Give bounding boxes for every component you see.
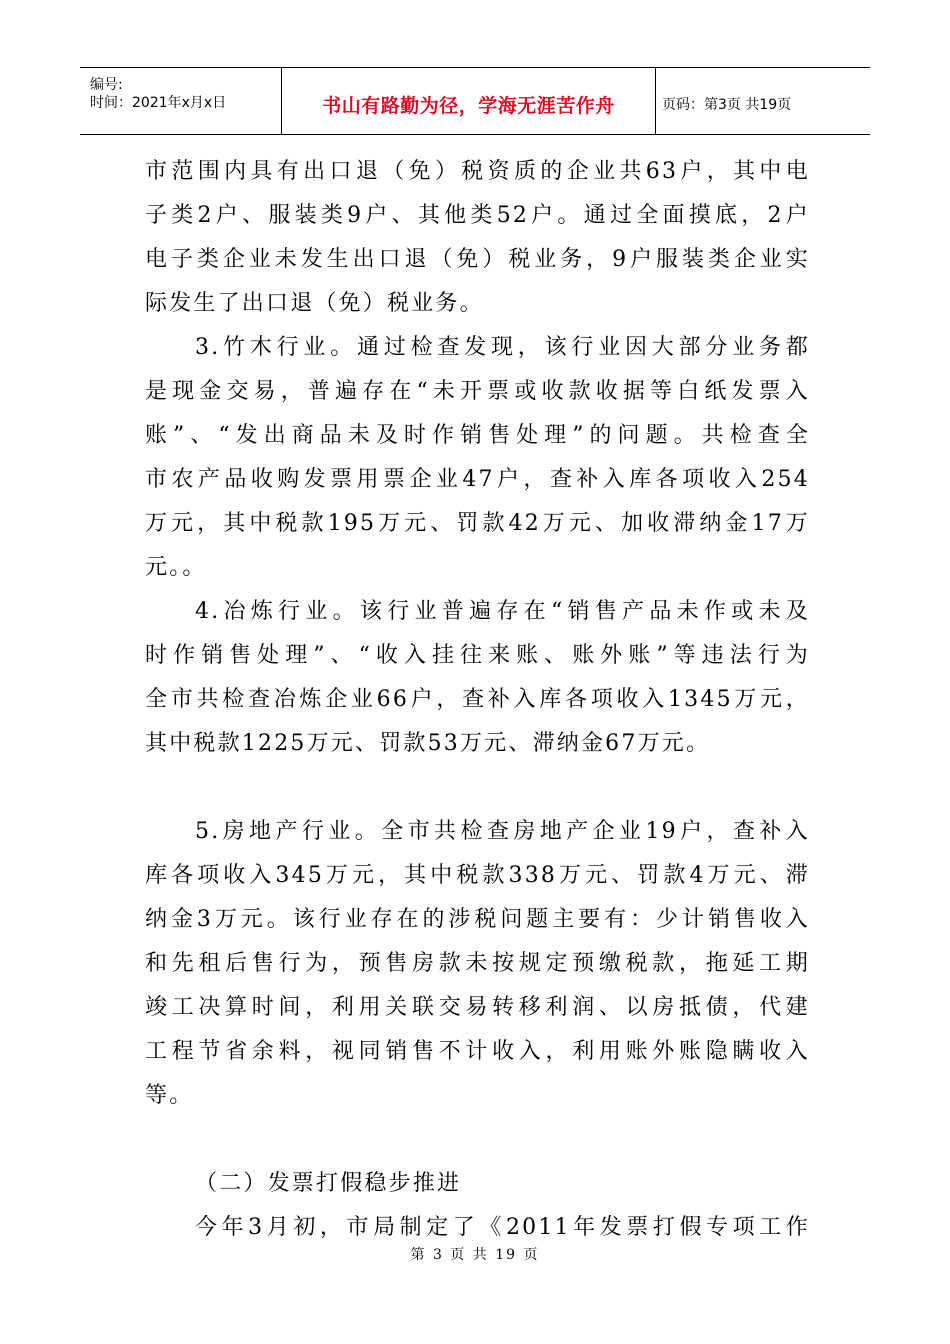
body-line: 市农产品收购发票用票企业47户，查补入库各项收入254 [145, 467, 810, 492]
body-line: 全市共检查冶炼企业66户，查补入库各项收入1345万元， [145, 687, 810, 712]
header-motto-cell [282, 68, 656, 134]
body-line: 3.竹木行业。通过检查发现，该行业因大部分业务都 [195, 335, 810, 360]
body-line: 元。。 [145, 555, 207, 580]
body-line: 4.冶炼行业。该行业普遍存在“销售产品未作或未及 [195, 599, 810, 624]
body-line: 等。 [145, 1083, 194, 1108]
header-motto: 书山有路勤为径，学海无涯苦作舟 [322, 94, 615, 117]
body-line: 时作销售处理”、“收入挂往来账、账外账”等违法行为 [145, 643, 810, 668]
header-page-cell [656, 68, 870, 134]
document-number-label: 编号: [90, 77, 123, 93]
header-meta-cell [80, 68, 282, 134]
body-line: 市范围内具有出口退（免）税资质的企业共63户，其中电 [145, 159, 810, 184]
body-line: 5.房地产行业。全市共检查房地产企业19户，查补入 [195, 819, 810, 844]
body-line: 际发生了出口退（免）税业务。 [145, 291, 484, 316]
body-line: 今年3月初，市局制定了《2011年发票打假专项工作 [195, 1215, 810, 1240]
body-line: 子类2户、服装类9户、其他类52户。通过全面摸底，2户 [145, 203, 810, 228]
body-line: 和先租后售行为，预售房款未按规定预缴税款，拖延工期 [145, 951, 810, 976]
document-time-label: 时间：2021年x月x日 [90, 95, 227, 111]
page-footer: 第 3 页 共 19 页 [410, 1247, 540, 1263]
body-line: 是现金交易，普遍存在“未开票或收款收据等白纸发票入 [145, 379, 810, 404]
body-line: 其中税款1225万元、罚款53万元、滞纳金67万元。 [145, 731, 711, 756]
body-line: 竣工决算时间，利用关联交易转移利润、以房抵债，代建 [145, 995, 810, 1020]
body-line: 纳金3万元。该行业存在的涉税问题主要有：少计销售收入 [145, 907, 810, 932]
body-line: 电子类企业未发生出口退（免）税业务，9户服装类企业实 [145, 247, 810, 272]
body-line: 账”、“发出商品未及时作销售处理”的问题。共检查全 [145, 423, 810, 448]
body-line: 工程节省余料，视同销售不计收入，利用账外账隐瞒收入 [145, 1039, 810, 1064]
body-line: 库各项收入345万元，其中税款338万元、罚款4万元、滞 [145, 863, 810, 888]
section-heading: （二）发票打假稳步推进 [195, 1171, 462, 1196]
body-line: 万元，其中税款195万元、罚款42万元、加收滞纳金17万 [145, 511, 810, 536]
header-page-number: 页码：第3页 共19页 [662, 97, 792, 113]
document-header [80, 67, 870, 135]
